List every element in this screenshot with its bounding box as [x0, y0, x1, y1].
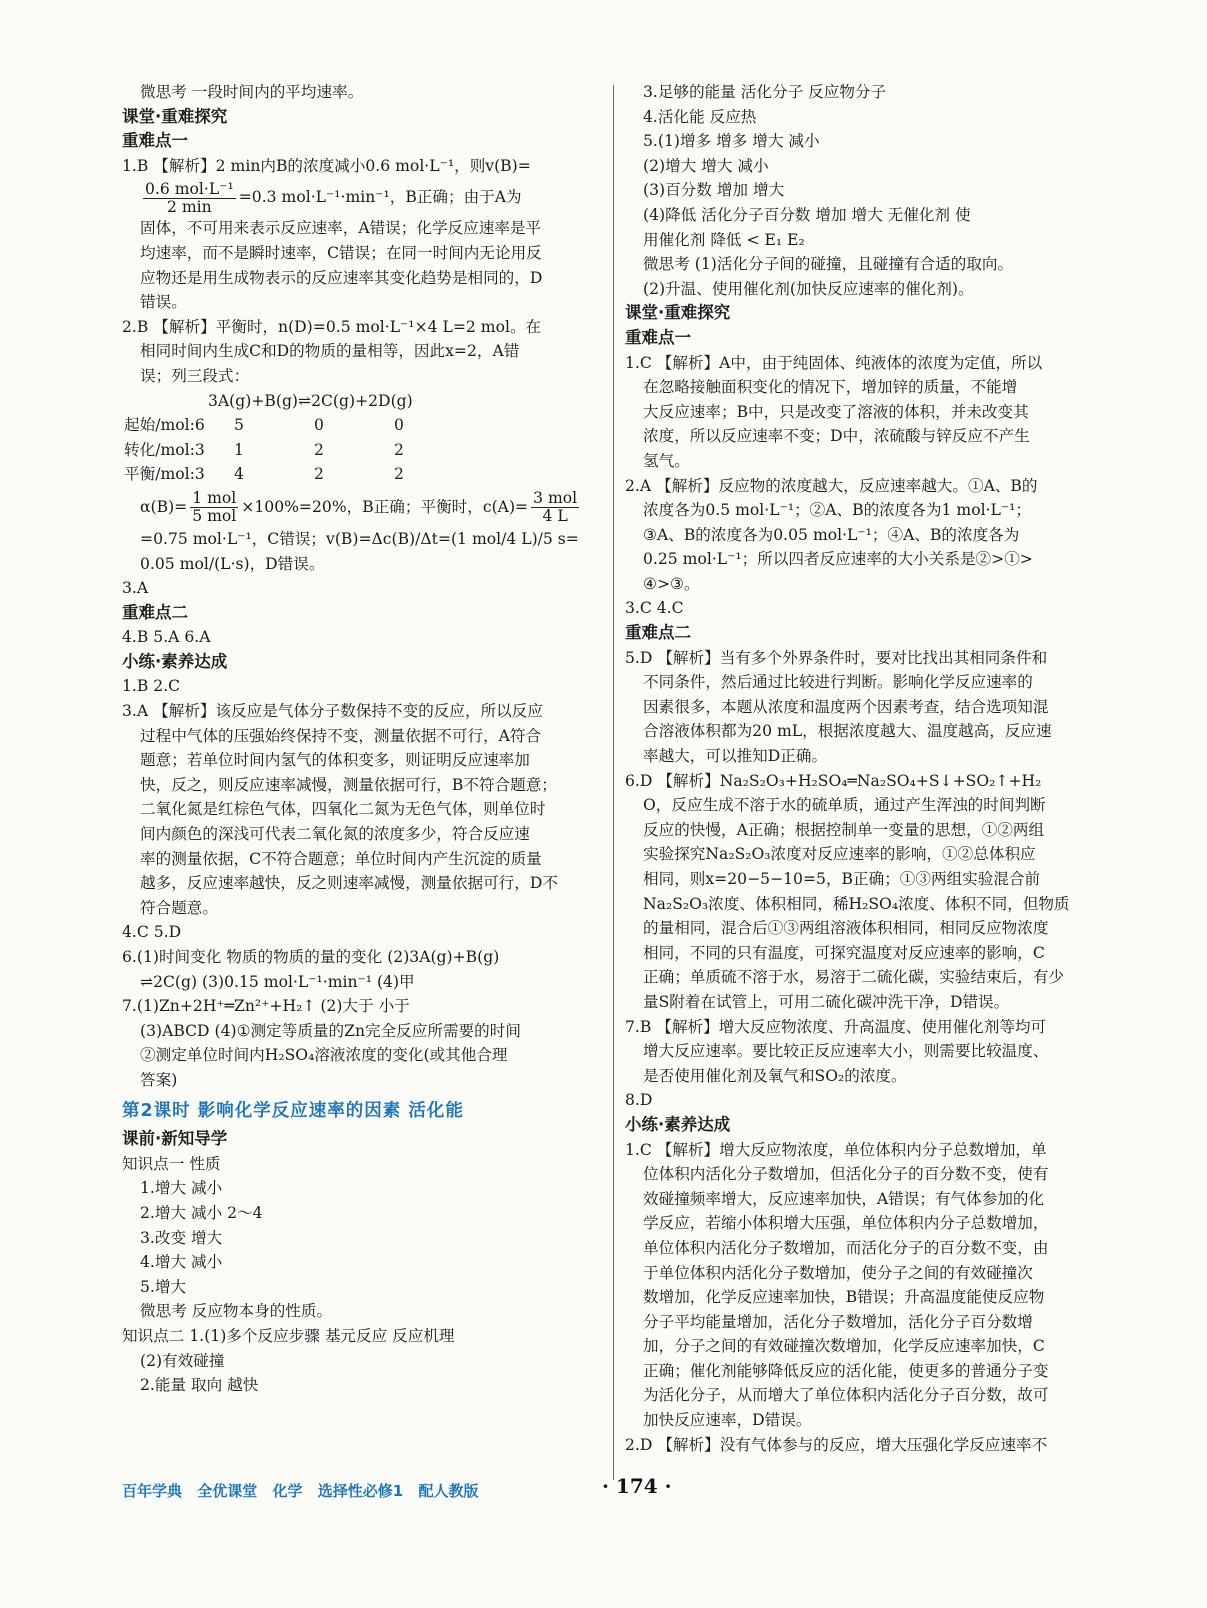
text-line [122, 797, 608, 822]
text-line [625, 1064, 1115, 1089]
fraction [190, 490, 238, 525]
text-run: 增大反应速率。要比较正反应速率大小，则需要比较温度、 [643, 1042, 1049, 1061]
text-run: 4.C 5.D [122, 923, 182, 942]
text-line [625, 1088, 1115, 1113]
text-line [122, 315, 608, 340]
text-line [122, 1299, 608, 1324]
text-run: 实验探究Na₂S₂O₃浓度对反应速率的影响，①②总体积应 [643, 845, 1036, 864]
text-run: 分子平均能量增加，活化分子数增加，活化分子百分数增 [643, 1312, 1033, 1331]
footer-item: 全优课堂 [197, 1482, 258, 1500]
text-run: 0.25 mol·L⁻¹；所以四者反应速率的大小关系是②>①> [643, 550, 1033, 569]
text-line [625, 892, 1115, 917]
text-line [625, 1408, 1115, 1433]
text-run: 于单位体积内活化分子数增加，使分子之间的有效碰撞次 [643, 1263, 1033, 1282]
text-line [625, 596, 1115, 621]
text-run: 微思考 反应物本身的性质。 [140, 1302, 333, 1321]
text-line [122, 178, 608, 216]
text-run: 知识点一 性质 [122, 1154, 221, 1173]
text-line [625, 916, 1115, 941]
text-line [625, 572, 1115, 597]
text-line [625, 277, 1115, 302]
section-heading [122, 650, 608, 675]
lesson-title [122, 1099, 608, 1124]
text-line [122, 896, 608, 921]
text-line [122, 871, 608, 896]
text-run: 反应的快慢，A正确；根据控制单一变量的思想，①②两组 [643, 820, 1045, 839]
footer-series [122, 1480, 488, 1501]
table-cell: 2 [314, 465, 324, 484]
text-run: 浓度各为0.5 mol·L⁻¹；②A、B的浓度各为1 mol·L⁻¹； [643, 501, 1031, 520]
text-run: 为活化分子，从而增大了单位体积内活化分子百分数，故可 [643, 1386, 1049, 1405]
text-line [122, 1275, 608, 1300]
text-run: 课堂·重难探究 [625, 303, 731, 323]
text-line [625, 547, 1115, 572]
text-line [122, 1176, 608, 1201]
text-run: 3.A [122, 579, 149, 598]
text-run: (2)增大 增大 减小 [643, 156, 769, 175]
text-run: 单位体积内活化分子数增加，而活化分子的百分数不变，由 [643, 1238, 1049, 1257]
text-run: 题意；若单位时间内氢气的体积变多，则证明反应速率加 [140, 751, 530, 770]
left-column [122, 80, 608, 1398]
text-line [122, 920, 608, 945]
text-line [625, 400, 1115, 425]
text-line [122, 576, 608, 601]
text-run: 因素很多，本题从浓度和温度两个因素考查，结合选项知混 [643, 697, 1049, 716]
text-run: 重难点二 [625, 623, 691, 643]
text-run: 合溶液体积都为20 mL，根据浓度越大、温度越高，反应速 [643, 722, 1052, 741]
text-line [122, 1019, 608, 1044]
text-run: 越多，反应速率越快，反之则速率减慢，测量依据可行，D不 [140, 874, 558, 893]
text-line [122, 1373, 608, 1398]
text-line [122, 970, 608, 995]
section-heading [625, 301, 1115, 326]
text-run: ③A、B的浓度各为0.05 mol·L⁻¹；④A、B的浓度各为 [643, 525, 1020, 544]
text-line [122, 1324, 608, 1349]
text-run: 是否使用催化剂及氧气和SO₂的浓度。 [643, 1066, 907, 1085]
text-line [625, 1261, 1115, 1286]
text-line [625, 744, 1115, 769]
text-run: 率的测量依据，C不符合题意；单位时间内产生沉淀的质量 [140, 849, 542, 868]
text-run: 0.05 mol/(L·s)，D错误。 [140, 554, 325, 573]
text-line [625, 990, 1115, 1015]
text-run: 浓度，所以反应速率不变；D中，浓硫酸与锌反应不产生 [643, 427, 1030, 446]
text-run: 6.D 【解析】Na₂S₂O₃+H₂SO₄═Na₂SO₄+S↓+SO₂↑+H₂ [625, 771, 1042, 790]
text-run: 误；列三段式： [140, 366, 250, 385]
text-line [625, 1015, 1115, 1040]
text-line [625, 695, 1115, 720]
text-run: 小练·素养达成 [122, 651, 228, 671]
table-cell: 5 [234, 416, 244, 435]
text-line [122, 1068, 608, 1093]
text-line [625, 1211, 1115, 1236]
text-line [625, 351, 1115, 376]
text-run: 3A(g)+B(g)⇌2C(g)+2D(g) [208, 391, 413, 410]
text-line [625, 1138, 1115, 1163]
text-line [122, 625, 608, 650]
section-heading [625, 326, 1115, 351]
fraction [531, 490, 579, 525]
equilibrium-table-row [122, 438, 608, 463]
text-run: 相同，则x=20−5−10=5，B正确；①③两组实验混合前 [643, 870, 1041, 888]
text-line [122, 1250, 608, 1275]
text-run: (3)ABCD (4)①测定等质量的Zn完全反应所需要的时间 [140, 1021, 521, 1040]
text-run: 4.增大 减小 [140, 1253, 223, 1272]
text-line [625, 1383, 1115, 1408]
text-line [122, 1152, 608, 1177]
text-run: 微思考 一段时间内的平均速率。 [140, 83, 364, 101]
text-run: 间内颜色的深浅可代表二氧化氮的浓度多少，符合反应速 [140, 825, 530, 844]
text-run: 加快反应速率，D错误。 [643, 1411, 812, 1430]
text-line [122, 847, 608, 872]
text-run: 4.B 5.A 6.A [122, 628, 211, 647]
text-run: 5.D 【解析】当有多个外界条件时，要对比找出其相同条件和 [625, 648, 1048, 667]
text-run: ④>③。 [643, 574, 700, 593]
text-line [625, 1162, 1115, 1187]
text-run: 加，分子之间的有效碰撞次数增加，化学反应速率加快，C [643, 1337, 1045, 1356]
text-run: 5.增大 [140, 1277, 187, 1296]
text-run: 2.A 【解析】反应物的浓度越大，反应速率越大。①A、B的 [625, 476, 1038, 495]
table-cell: 2 [314, 440, 324, 459]
text-run: ②测定单位时间内H₂SO₄溶液浓度的变化(或其他合理 [140, 1046, 508, 1065]
text-line [625, 769, 1115, 794]
text-line [625, 203, 1115, 228]
text-run: =0.3 mol·L⁻¹·min⁻¹，B正确；由于A为 [238, 188, 522, 207]
text-run: 3.A 【解析】该反应是气体分子数保持不变的反应，所以反应 [122, 702, 543, 721]
fraction [143, 181, 236, 216]
text-run: 率越大，可以推知D正确。 [643, 747, 828, 766]
text-run: 微思考 (1)活化分子间的碰撞，且碰撞有合适的取向。 [643, 255, 1014, 274]
text-run: 均速率，而不是瞬时速率，C错误；在同一时间内无论用反 [140, 243, 542, 262]
text-line [625, 1433, 1115, 1458]
text-line [122, 945, 608, 970]
text-line [625, 793, 1115, 818]
text-line [625, 1187, 1115, 1212]
text-run: 1.增大 减小 [140, 1179, 223, 1198]
text-run: 二氧化氮是红棕色气体，四氧化二氮为无色气体，则单位时 [140, 800, 546, 819]
text-run: 2.D 【解析】没有气体参与的反应，增大压强化学反应速率不 [625, 1435, 1048, 1454]
text-run: 6.(1)时间变化 物质的物质的量的变化 (2)3A(g)+B(g) [122, 948, 500, 966]
text-line [625, 941, 1115, 966]
text-line [625, 154, 1115, 179]
text-line [122, 487, 608, 527]
text-run: 量S附着在试管上，可用二硫化碳冲洗干净，D错误。 [643, 992, 1010, 1011]
text-line [625, 719, 1115, 744]
text-line [625, 228, 1115, 253]
text-run: Na₂S₂O₃浓度、体积相同，稀H₂SO₄浓度、体积不同，但物质 [643, 894, 1070, 913]
text-run: 8.D [625, 1091, 653, 1110]
fraction-numerator: 3 mol [533, 489, 578, 508]
text-run: (4)降低 活化分子百分数 增加 增大 无催化剂 使 [643, 205, 971, 224]
text-line [122, 389, 608, 414]
fraction-denominator: 4 L [542, 507, 568, 526]
text-run: 快，反之，则反应速率减慢，测量依据可行，B不符合题意； [140, 775, 557, 794]
text-run: 重难点一 [122, 131, 188, 151]
text-run: 学反应，若缩小体积增大压强，单位体积内分子总数增加， [643, 1214, 1049, 1233]
text-line [122, 290, 608, 315]
text-line [625, 178, 1115, 203]
text-line [122, 154, 608, 179]
footer-item: 百年学典 [122, 1482, 183, 1500]
text-run: 错误。 [140, 293, 187, 312]
text-line [122, 527, 608, 552]
text-run: 用催化剂 降低 < E₁ E₂ [643, 230, 805, 249]
text-line [625, 498, 1115, 523]
section-heading [122, 129, 608, 154]
column-divider [613, 85, 614, 1480]
text-line [625, 1285, 1115, 1310]
text-line [625, 1310, 1115, 1335]
text-run: 固体，不可用来表示反应速率，A错误；化学反应速率是平 [140, 219, 542, 238]
text-line [122, 552, 608, 577]
text-line [122, 1349, 608, 1374]
text-line [625, 842, 1115, 867]
section-heading [122, 601, 608, 626]
text-line [122, 724, 608, 749]
text-run: 正确；单质硫不溶于水，易溶于二硫化碳，实验结束后，有少 [643, 968, 1065, 987]
text-run: 小练·素养达成 [625, 1114, 731, 1134]
text-run: 4.活化能 反应热 [643, 107, 757, 126]
text-run: (2)升温、使用催化剂(加快反应速率的催化剂)。 [643, 279, 974, 298]
text-line [122, 699, 608, 724]
table-cell: 转化/mol:3 [124, 440, 205, 459]
text-run: α(B)= [140, 497, 188, 516]
page-number: · 174 · [602, 1474, 672, 1498]
text-run: 1.B 2.C [122, 677, 181, 696]
text-run: 课堂·重难探究 [122, 106, 228, 126]
table-cell: 平衡/mol:3 [124, 465, 205, 484]
text-run: 答案) [140, 1070, 178, 1089]
fraction-denominator: 5 mol [192, 507, 237, 526]
text-line [122, 748, 608, 773]
text-run: 知识点二 1.(1)多个反应步骤 基元反应 反应机理 [122, 1326, 455, 1345]
text-run: O，反应生成不溶于水的硫单质，通过产生浑浊的时间判断 [643, 796, 1046, 815]
text-run: 重难点一 [625, 327, 691, 347]
text-run: (3)百分数 增加 增大 [643, 181, 785, 200]
text-line [122, 266, 608, 291]
footer-item: 配人教版 [418, 1482, 479, 1500]
text-line [625, 1236, 1115, 1261]
text-run: 1.C 【解析】A中，由于纯固体、纯液体的浓度为定值，所以 [625, 353, 1043, 372]
text-run: 7.B 【解析】增大反应物浓度、升高温度、使用催化剂等均可 [625, 1017, 1047, 1036]
text-run: 相同，不同的只有温度，可探究温度对反应速率的影响，C [643, 943, 1045, 962]
text-line [625, 523, 1115, 548]
text-run: (2)有效碰撞 [140, 1351, 225, 1370]
table-cell: 2 [394, 440, 404, 459]
text-line [122, 80, 608, 105]
text-line [625, 424, 1115, 449]
text-line [122, 773, 608, 798]
text-run: 大反应速率；B中，只是改变了溶液的体积，并未改变其 [643, 402, 1029, 421]
text-run: 1.C 【解析】增大反应物浓度，单位体积内分子总数增加，单 [625, 1140, 1047, 1159]
text-line [122, 1043, 608, 1068]
text-line [625, 818, 1115, 843]
text-line [625, 867, 1115, 892]
text-run: 第2课时 影响化学反应速率的因素 活化能 [122, 1100, 464, 1121]
fraction-numerator: 1 mol [192, 489, 237, 508]
text-line [122, 339, 608, 364]
fraction-denominator: 2 min [167, 197, 212, 216]
text-run: 课前·新知导学 [122, 1129, 228, 1149]
text-run: =0.75 mol·L⁻¹，C错误；v(B)=Δc(B)/Δt=(1 mol/4 L)/5 s= [140, 529, 579, 548]
text-run: 效碰撞频率增大，反应速率加快，A错误；有气体参加的化 [643, 1189, 1045, 1208]
text-run: 7.(1)Zn+2H⁺═Zn²⁺+H₂↑ (2)大于 小于 [122, 997, 410, 1016]
text-run: 2.能量 取向 越快 [140, 1376, 259, 1395]
text-line [625, 646, 1115, 671]
equilibrium-table-row [122, 462, 608, 487]
table-cell: 4 [234, 465, 244, 484]
text-run: 位体积内活化分子数增加，但活化分子的百分数不变，使有 [643, 1165, 1049, 1184]
text-line [625, 105, 1115, 130]
text-run: 不同条件，然后通过比较进行判断。影响化学反应速率的 [643, 673, 1033, 692]
text-run: 正确；催化剂能够降低反应的活化能，使更多的普通分子变 [643, 1361, 1049, 1380]
text-run: 重难点二 [122, 602, 188, 622]
text-line [122, 994, 608, 1019]
text-line [122, 822, 608, 847]
table-cell: 0 [394, 416, 404, 435]
equilibrium-table-row [122, 413, 608, 438]
text-run: 应物还是用生成物表示的反应速率其变化趋势是相同的，D [140, 268, 543, 287]
text-line [625, 1039, 1115, 1064]
text-run: 5.(1)增多 增多 增大 减小 [643, 132, 820, 151]
text-run: 的量相同，混合后①③两组溶液体积相同，相同反应物浓度 [643, 919, 1049, 938]
text-run: 在忽略接触面积变化的情况下，增加锌的质量，不能增 [643, 378, 1018, 397]
text-run: 2.B 【解析】平衡时，n(D)=0.5 mol·L⁻¹×4 L=2 mol。在 [122, 317, 542, 336]
table-cell: 起始/mol:6 [124, 416, 205, 435]
section-heading [625, 1113, 1115, 1138]
text-line [122, 216, 608, 241]
text-line [122, 364, 608, 389]
text-run: 氢气。 [643, 451, 690, 470]
text-line [625, 1359, 1115, 1384]
footer-item: 化学 [272, 1482, 303, 1500]
section-heading [625, 621, 1115, 646]
text-line [625, 129, 1115, 154]
section-heading [122, 105, 608, 130]
text-run: 相同时间内生成C和D的物质的量相等，因此x=2，A错 [140, 342, 520, 361]
text-run: ×100%=20%，B正确；平衡时，c(A)= [241, 497, 529, 516]
fraction-numerator: 0.6 mol·L⁻¹ [145, 179, 234, 198]
text-run: 3.C 4.C [625, 599, 684, 618]
text-line [625, 965, 1115, 990]
text-run: 过程中气体的压强始终保持不变，测量依据不可行，A符合 [140, 726, 542, 745]
right-column [625, 80, 1115, 1457]
text-line [625, 1334, 1115, 1359]
text-run: 2.增大 减小 2～4 [140, 1203, 263, 1222]
table-cell: 0 [314, 416, 324, 435]
text-line [625, 449, 1115, 474]
text-run: 符合题意。 [140, 898, 218, 917]
text-line [625, 670, 1115, 695]
text-line [625, 375, 1115, 400]
section-heading [122, 1127, 608, 1152]
text-line [122, 241, 608, 266]
table-cell: 1 [234, 440, 244, 459]
text-run: 3.改变 增大 [140, 1228, 223, 1247]
text-line [122, 1201, 608, 1226]
footer-item: 选择性必修1 [317, 1482, 404, 1500]
text-run: 3.足够的能量 活化分子 反应物分子 [643, 83, 887, 101]
text-line [625, 474, 1115, 499]
text-run: 1.B 【解析】2 min内B的浓度减小0.6 mol·L⁻¹，则v(B)= [122, 156, 531, 175]
text-line [625, 80, 1115, 105]
text-line [625, 252, 1115, 277]
table-cell: 2 [394, 465, 404, 484]
text-run: ⇌2C(g) (3)0.15 mol·L⁻¹·min⁻¹ (4)甲 [140, 972, 415, 991]
text-line [122, 674, 608, 699]
text-line [122, 1226, 608, 1251]
text-run: 数增加，化学反应速率加快，B错误；升高温度能使反应物 [643, 1288, 1045, 1307]
